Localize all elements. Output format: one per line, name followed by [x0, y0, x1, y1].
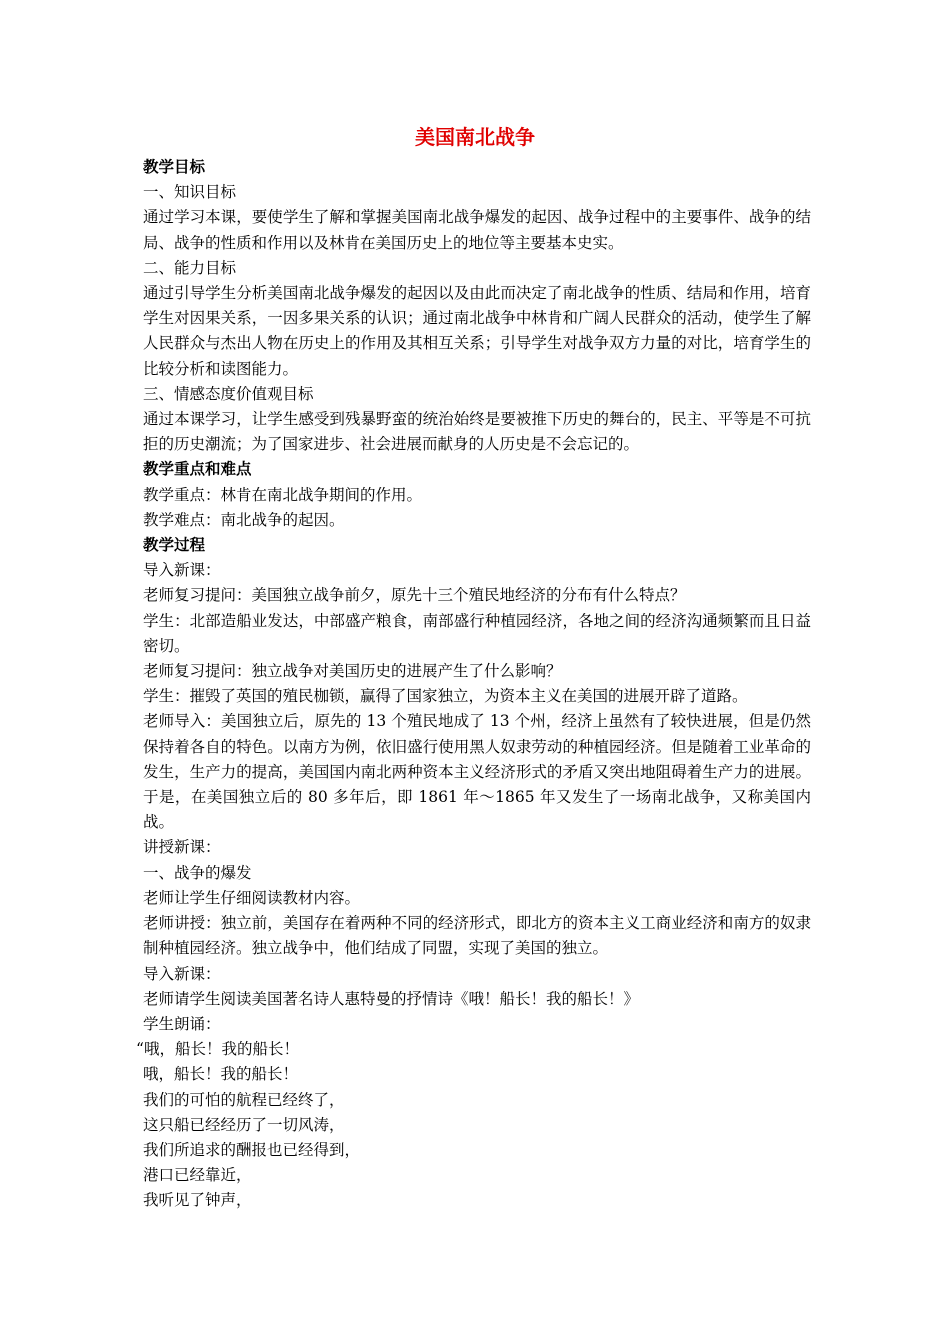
section-heading: 教学目标: [143, 158, 206, 176]
paragraph: 老师讲授：独立前，美国存在着两种不同的经济形式，即北方的资本主义工商业经济和南方的奴隶制种植园经济。独立战争中，他们结成了同盟，实现了美国的独立。: [143, 914, 811, 958]
paragraph: 学生朗诵：: [143, 1014, 221, 1033]
paragraph: 港口已经靠近，: [143, 1166, 252, 1185]
section-heading: 教学过程: [143, 536, 206, 555]
paragraph: 导入新课：: [143, 964, 221, 983]
paragraph: 哦，船长！我的船长！: [143, 1065, 299, 1084]
paragraph: 老师导入：美国独立后，原先的 13 个殖民地成了 13 个州，经济上虽然有了较快进展，但是仍然保持着各自的特色。以南方为例，依旧盛行使用黑人奴隶劳动的种植园经济。但是随着工业革命的发生，生产力的提高，美国国内南北两种资本主义经济形式的矛盾又突出地阻碍着生产力的进展。于是，在美国独立后的 80 多年后，即 1861 年～1865 年又发生了一场南北战争，又称美国内战。: [143, 712, 811, 832]
paragraph: 导入新课：: [143, 561, 221, 580]
section-heading: 教学重点和难点: [143, 460, 252, 479]
paragraph: 通过本课学习，让学生感受到残暴野蛮的统治始终是要被推下历史的舞台的，民主、平等是不可抗拒的历史潮流；为了国家进步、社会进展而献身的人历史是不会忘记的。: [143, 410, 811, 454]
paragraph: 老师请学生阅读美国著名诗人惠特曼的抒情诗《哦！船长！我的船长！》: [143, 989, 640, 1008]
paragraph: 这只船已经经历了一切风涛，: [143, 1115, 345, 1134]
paragraph: 我们所追求的酬报也已经得到，: [143, 1140, 361, 1159]
paragraph: 三、情感态度价值观目标: [143, 384, 314, 403]
paragraph: 学生：北部造船业发达，中部盛产粮食，南部盛行种植园经济，各地之间的经济沟通频繁而且日益密切。: [143, 611, 811, 655]
paragraph: 教学重点：林肯在南北战争期间的作用。: [143, 485, 423, 504]
paragraph: 一、战争的爆发: [143, 863, 252, 882]
paragraph: 二、能力目标: [143, 258, 237, 277]
paragraph: 我听见了钟声，: [143, 1191, 252, 1210]
paragraph: 讲授新课：: [143, 838, 221, 857]
paragraph: “哦，船长！我的船长！: [136, 1040, 299, 1059]
paragraph: 老师复习提问：美国独立战争前夕，原先十三个殖民地经济的分布有什么特点？: [143, 586, 686, 605]
paragraph: 老师让学生仔细阅读教材内容。: [143, 888, 361, 907]
paragraph: 通过引导学生分析美国南北战争爆发的起因以及由此而决定了南北战争的性质、结局和作用，培育学生对因果关系，一因多果关系的认识；通过南北战争中林肯和广阔人民群众的活动，使学生了解人民群众与杰出人物在历史上的作用及其相互关系；引导学生对战争双方力量的对比，培育学生的比较分析和读图能力。: [143, 284, 811, 378]
paragraph: 老师复习提问：独立战争对美国历史的进展产生了什么影响？: [143, 662, 562, 681]
paragraph: 一、知识目标: [143, 183, 237, 202]
document-body: [136, 155, 811, 1214]
paragraph: 通过学习本课，要使学生了解和掌握美国南北战争爆发的起因、战争过程中的主要事件、战争的结局、战争的性质和作用以及林肯在美国历史上的地位等主要基本史实。: [143, 208, 811, 252]
paragraph: 学生：摧毁了英国的殖民枷锁，赢得了国家独立，为资本主义在美国的进展开辟了道路。: [143, 687, 748, 706]
paragraph: 我们的可怕的航程已经终了，: [143, 1090, 345, 1109]
paragraph: 教学难点：南北战争的起因。: [143, 510, 345, 529]
document-title: 美国南北战争: [415, 125, 535, 149]
